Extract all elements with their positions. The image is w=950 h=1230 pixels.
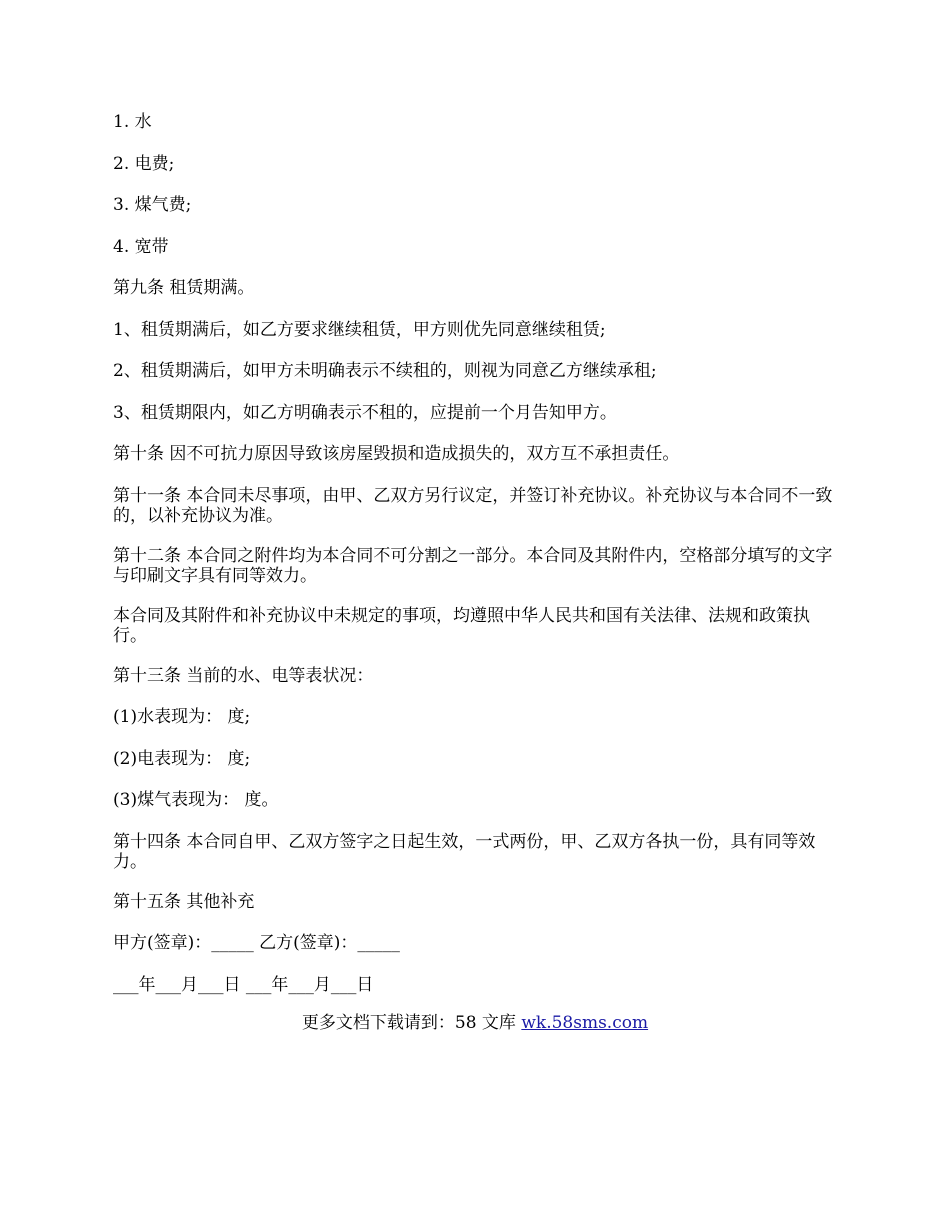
article-9-heading: 第九条 租赁期满。 <box>113 278 255 298</box>
document-body <box>113 112 843 1016</box>
article-9-clause-1: 1、租赁期满后，如乙方要求继续租赁，甲方则优先同意继续租赁; <box>113 319 606 340</box>
article-10: 第十条 因不可抗力原因导致该房屋毁损和造成损失的，双方互不承担责任。 <box>113 444 680 464</box>
download-footer <box>0 1013 950 1033</box>
article-13-heading: 第十三条 当前的水、电等表状况： <box>113 665 374 686</box>
article-12: 第十二条 本合同之附件均为本合同不可分割之一部分。本合同及其附件内，空格部分填写的文字与印刷文字具有同等效力。 <box>113 545 833 586</box>
footer-text: 更多文档下载请到：58 文库 <box>301 1013 522 1033</box>
article-11: 第十一条 本合同未尽事项，由甲、乙双方另行议定，并签订补充协议。补充协议与本合同不一致的，以补充协议为准。 <box>113 485 833 526</box>
article-14: 第十四条 本合同自甲、乙双方签字之日起生效，一式两份，甲、乙双方各执一份，具有同等效力。 <box>113 831 816 872</box>
electric-meter-reading: (2)电表现为： 度; <box>113 748 251 769</box>
water-meter-reading: (1)水表现为： 度; <box>113 707 251 727</box>
footer-link[interactable]: wk.58sms.com <box>521 1013 649 1033</box>
item-electricity: 2. 电费; <box>113 153 175 174</box>
article-9-clause-3: 3、租赁期限内，如乙方明确表示不租的，应提前一个月告知甲方。 <box>113 402 617 423</box>
legal-compliance-paragraph: 本合同及其附件和补充协议中未规定的事项，均遵照中华人民共和国有关法律、法规和政策执行。 <box>113 605 810 646</box>
item-gas: 3. 煤气费; <box>113 195 192 215</box>
item-water: 1. 水 <box>113 112 152 132</box>
gas-meter-reading: (3)煤气表现为： 度。 <box>113 790 279 810</box>
article-9-clause-2: 2、租赁期满后，如甲方未明确表示不续租的，则视为同意乙方继续承租; <box>113 361 657 381</box>
date-line: ___年___月___日 ___年___月___日 <box>113 974 374 995</box>
item-broadband: 4. 宽带 <box>113 236 169 257</box>
article-15: 第十五条 其他补充 <box>113 891 255 912</box>
signature-line: 甲方(签章)：_____ 乙方(签章)：_____ <box>113 933 400 953</box>
